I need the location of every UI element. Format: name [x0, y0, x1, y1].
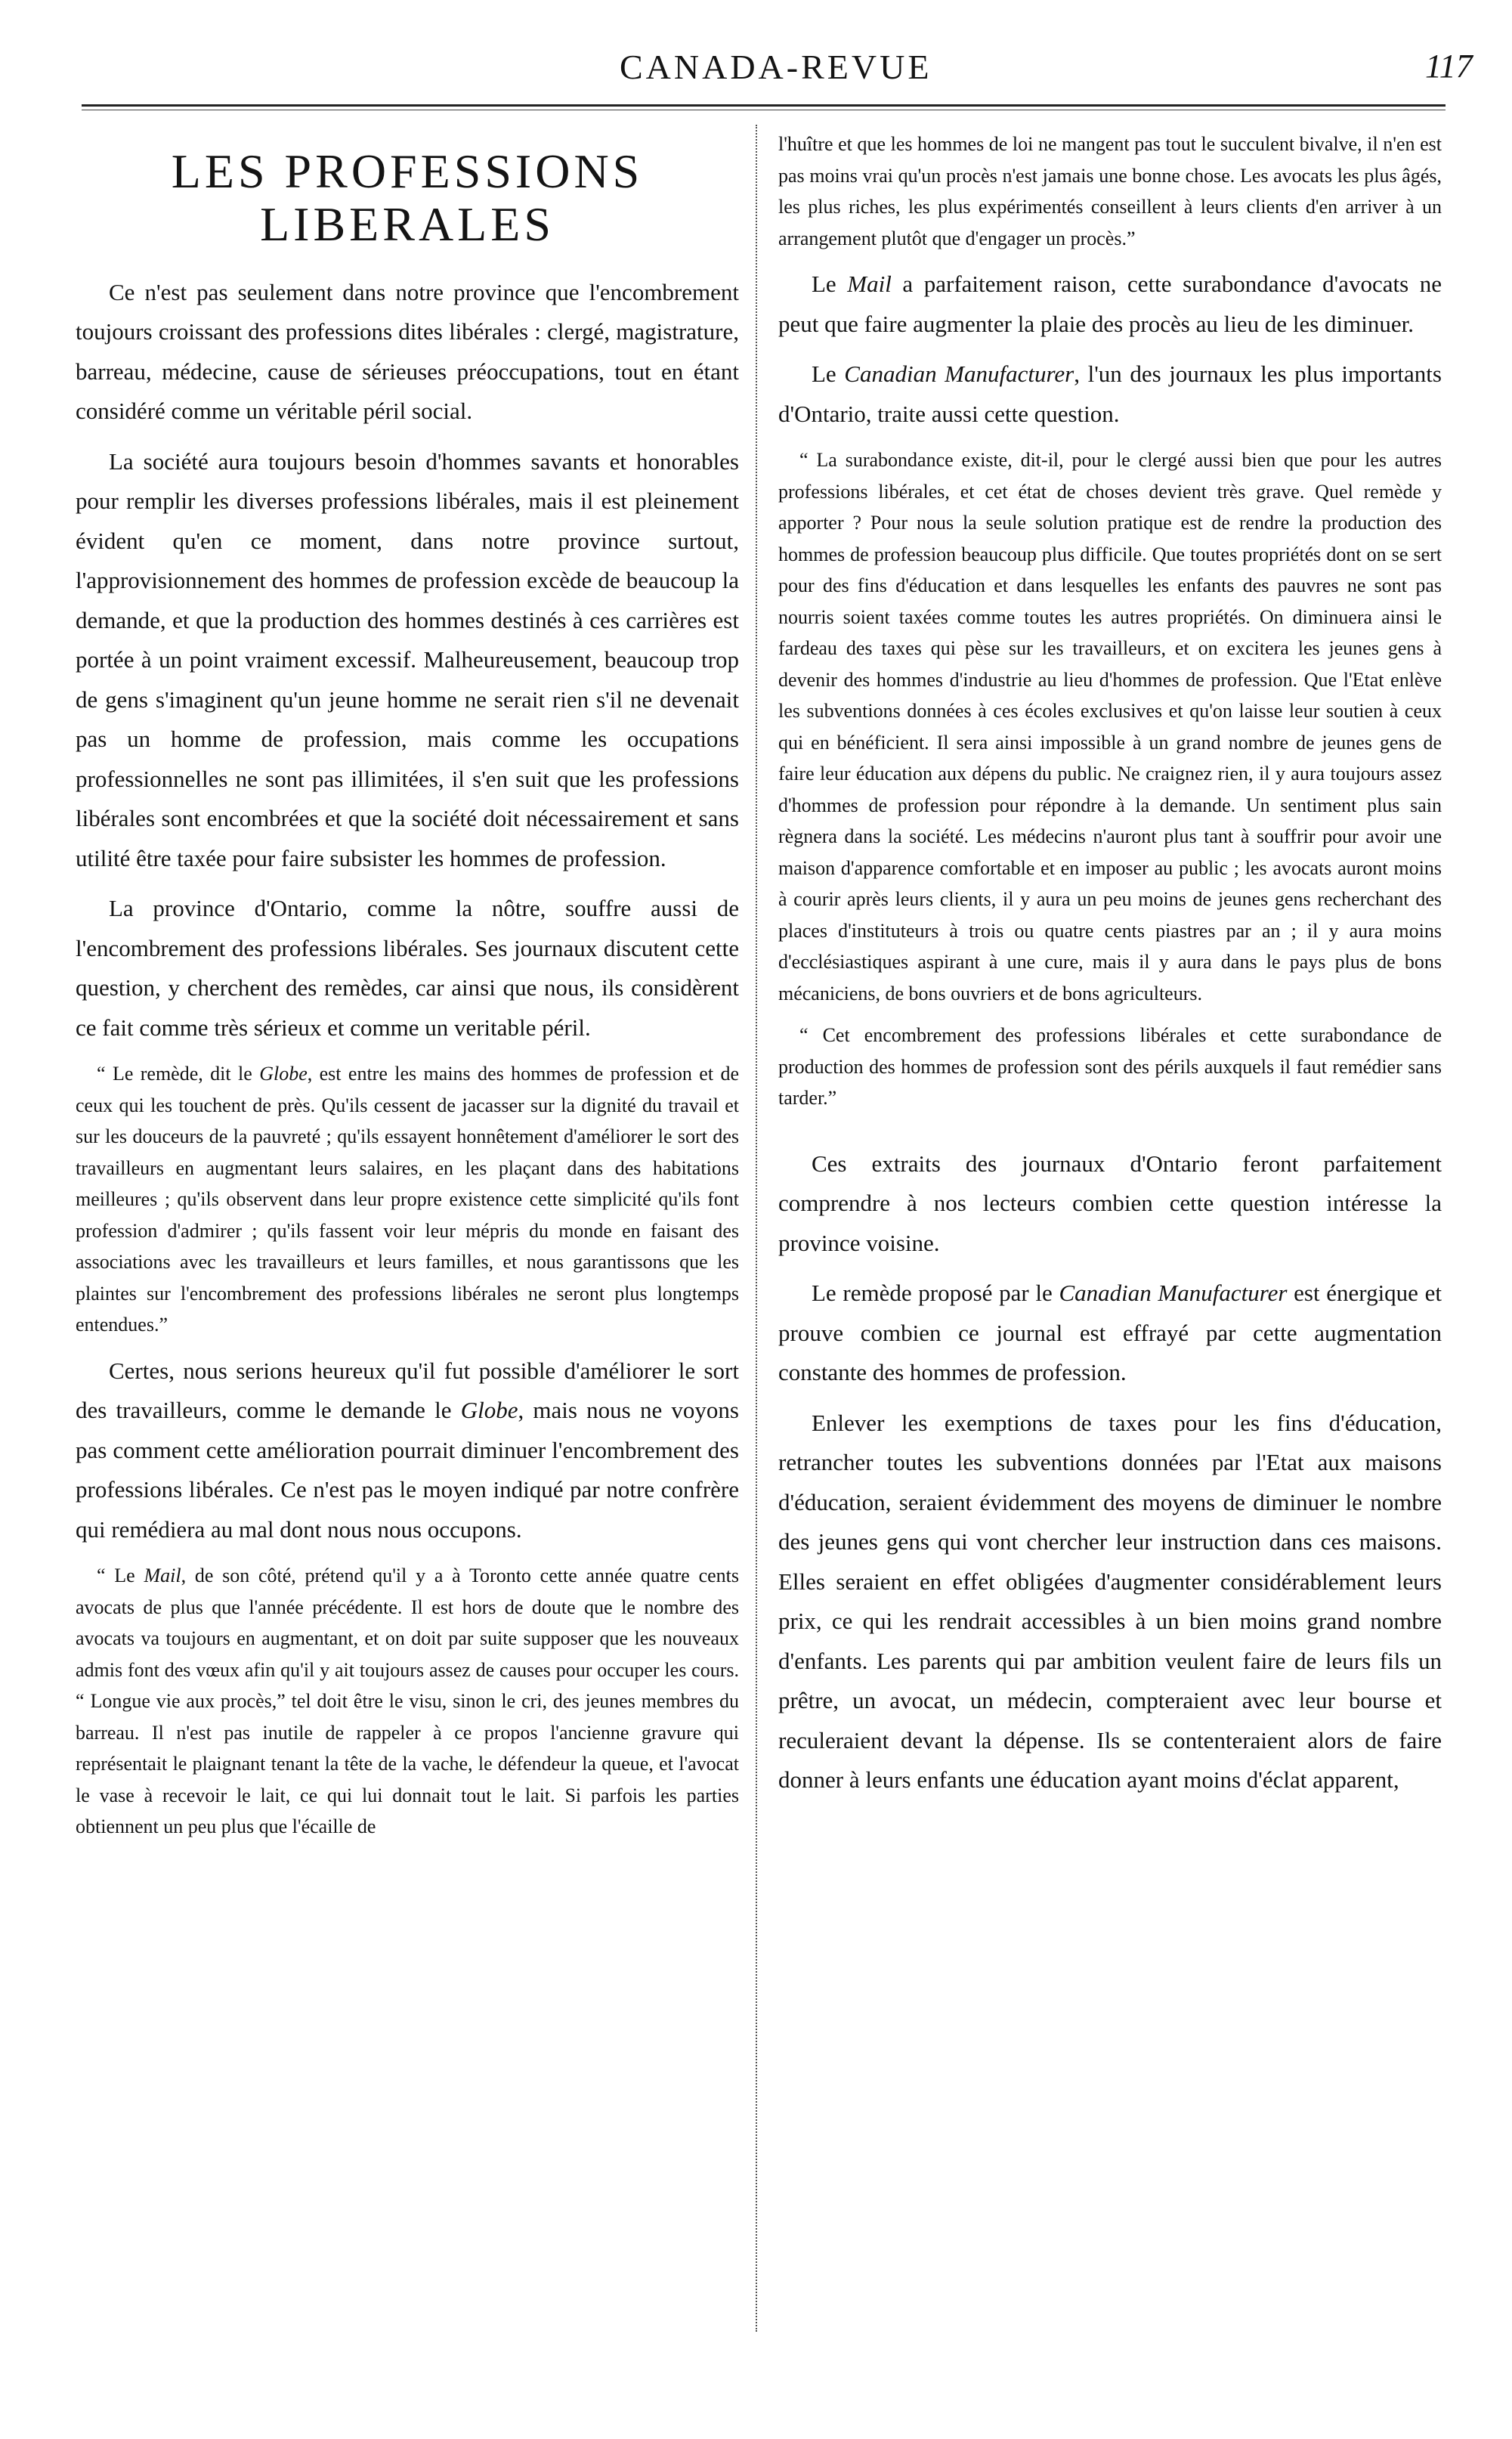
paragraph: Enlever les exemptions de taxes pour les fins d'éducation, retrancher toutes les subventions données par l'Etat aux maisons d'éducation, seraient évidemment des moyens de diminuer le nombre des jeunes gens qui vont chercher leur instruction dans ces maisons. Elles seraient en effet obligées d'augmenter considérablement leurs prix, ce qui les rendrait accessibles à un bien moins grand nombre d'enfants. Les parents qui par ambition veulent faire de leurs fils un prêtre, un avocat, un médecin, compteraient avec leur bourse et reculeraient devant la dépense. Ils se contenteraient alors de faire donner à leurs enfants une éducation ayant moins d'éclat apparent, [778, 1409, 1442, 1793]
quote-text: , de son côté, prétend qu'il y a à Toronto cette année quatre cents avocats de plus que l'année précédente. Il est hors de doute que le nombre des avocats va toujours en augmentant, et on doit par suite supposer que les nouveaux admis font des vœux afin qu'il y ait toujours assez de causes pour occuper les cours. “ Longue vie aux procès,” tel doit être le visu, sinon le cri, des jeunes membres du barreau. Il n'est pas inutile de rappeler à ce propos l'ancienne gravure qui représentait le plaignant tenant la tête de la vache, le défendeur la queue, et l'avocat le vase à recevoir le lait, ce qui lui donnait tout le lait. Si parfois les parties obtiennent un peu plus que l'écaille de [76, 1565, 740, 1838]
paragraph-text: Certes, nous serions heureux qu'il fut possible d'améliorer le sort des travailleurs, comme le demande le [76, 1357, 739, 1424]
quote-text: , est entre les mains des hommes de profession et de ceux qui les touchent de près. Qu'ils cessent de jacasser sur la dignité du travail et sur les douceurs de la pauvreté ; qu'ils essayent honnêtement d'améliorer le sort des travailleurs en augmentant leurs salaires, en les plaçant dans des habitations meilleures ; qu'ils observent dans leur propre existence cette simplicité qu'ils font profession d'admirer ; qu'ils fassent voir leur mépris du monde en faisant des associations avec les travailleurs et leurs familles, et nous garantissons que les plaintes sur l'encombrement des professions libérales ne seront plus longtemps entendues.” [76, 1063, 739, 1336]
newspaper-name: Mail [847, 271, 892, 297]
paragraph-text: est énergique et prouve combien ce journal est effrayé par cette augmentation constante des hommes de profession. [778, 1280, 1442, 1385]
right-column [778, 128, 1442, 1811]
newspaper-name: Globe [460, 1397, 518, 1424]
paragraph-text: Le remède proposé par le [812, 1280, 1059, 1306]
article-title: LES PROFESSIONS LIBERALES [171, 144, 644, 252]
column-divider [756, 125, 757, 2332]
paragraph: Ces extraits des journaux d'Ontario feront parfaitement comprendre à nos lecteurs combien cette question intéresse la province voisine. [778, 1150, 1442, 1256]
paragraph [778, 265, 1442, 344]
paragraph: La société aura toujours besoin d'hommes savants et honorables pour remplir les diverses professions libérales, mais il est pleinement évident qu'en ce moment, dans notre province surtout, l'approvisionnement des hommes de profession excède de beaucoup la demande, et que la production des hommes destinés à ces carrières est portée à un point vraiment excessif. Malheureusement, beaucoup trop de gens s'imaginent qu'un jeune homme ne serait rien s'il ne devenait pas un homme de profession, mais comme les occupations professionnelles ne sont pas illimitées, il s'en suit que les professions libérales sont encombrées et que la société doit nécessairement et sans utilité être taxée pour faire subsister les hommes de profession. [76, 447, 739, 871]
section-gap [778, 1125, 1442, 1144]
paragraph: Ce n'est pas seulement dans notre province que l'encombrement toujours croissant des professions dites libérales : clergé, magistrature, barreau, médecine, cause de sérieuses préoccupations, tout en étant considéré comme un véritable péril social. [76, 278, 739, 425]
paragraph-text: , mais nous ne voyons pas comment cette amélioration pourrait diminuer l'encombrement des professions libérales. Ce n'est pas le moyen indiqué par notre confrère qui remédiera au mal dont nous nous occupons. [76, 1397, 739, 1543]
running-title: CANADA-REVUE [620, 48, 932, 86]
quotation [76, 1058, 739, 1341]
left-column [76, 128, 739, 1853]
page-header [0, 47, 1512, 100]
paragraph [778, 354, 1442, 434]
header-rule [82, 104, 1446, 110]
quotation: “ Cet encombrement des professions libérales et cette surabondance de production des hommes de profession sont des périls auxquels il faut remédier sans tarder.” [778, 1024, 1442, 1109]
newspaper-name: Canadian Manufacturer [844, 361, 1074, 387]
quotation [76, 1560, 739, 1843]
newspaper-name: Mail [144, 1565, 181, 1587]
paragraph [76, 1351, 739, 1550]
paragraph-text: Le [812, 361, 845, 387]
paragraph [778, 1274, 1442, 1393]
paragraph-text: a parfaitement raison, cette surabondance d'avocats ne peut que faire augmenter la plaie des procès au lieu de les diminuer. [778, 271, 1442, 337]
page-number: 117 [1425, 48, 1473, 85]
paragraph: La province d'Ontario, comme la nôtre, souffre aussi de l'encombrement des professions libérales. Ses journaux discutent cette question, y cherchent des remèdes, car ainsi que nous, ils considèrent ce fait comme très sérieux et comme un veritable péril. [76, 895, 739, 1041]
newspaper-name: Globe [259, 1063, 308, 1085]
newspaper-name: Canadian Manufacturer [1059, 1280, 1288, 1306]
paragraph-text: , l'un des journaux les plus importants d'Ontario, traite aussi cette question. [778, 361, 1442, 427]
paragraph-text: Le [812, 271, 848, 297]
quote-text: “ Le [97, 1565, 144, 1587]
quotation-continued: l'huître et que les hommes de loi ne mangent pas tout le succulent bivalve, il n'en est pas moins vrai qu'un procès n'est jamais une bonne chose. Les avocats les plus âgés, les plus riches, les plus expérimentés conseillent à leurs clients d'en arriver à un arrangement plutôt que d'engager un procès.” [778, 133, 1442, 249]
quotation: “ La surabondance existe, dit-il, pour le clergé aussi bien que pour les autres professions libérales, et cet état de choses devient très grave. Quel remède y apporter ? Pour nous la seule solution pratique est de rendre la production des hommes de profession beaucoup plus difficile. Que toutes propriétés dont on se sert pour des fins d'éducation et dans lesquelles les enfants des pauvres ne sont pas nourris soient taxées comme toutes les autres propriétés. On diminuera ainsi le fardeau des taxes qui pèse sur les travailleurs, et on excitera les jeunes gens à devenir des hommes d'industrie au lieu d'hommes de profession. Que l'Etat enlève les subventions données à ces écoles exclusives et qu'on laisse leur soutien à ceux qui en bénéficient. Il sera ainsi impossible à un grand nombre de jeunes gens de faire leur éducation aux dépens du public. Ne craignez rien, il y aura toujours assez d'hommes de profession pour répondre à la demande. Un sentiment plus sain règnera dans la société. Les médecins n'auront plus tant à souffrir pour avoir une maison d'apparence comfortable et en imposer au public ; les avocats auront moins à courir après leurs clients, il y aura un peu moins de jeunes gens recherchant des places d'instituteurs à trois ou quatre cents piastres par an ; il y aura moins d'ecclésiastiques aspirant à une cure, mais il y aura dans le pays plus de bons mécaniciens, de bons ouvriers et de bons agriculteurs. [778, 449, 1442, 1004]
quote-text: “ Le remède, dit le [97, 1063, 260, 1085]
